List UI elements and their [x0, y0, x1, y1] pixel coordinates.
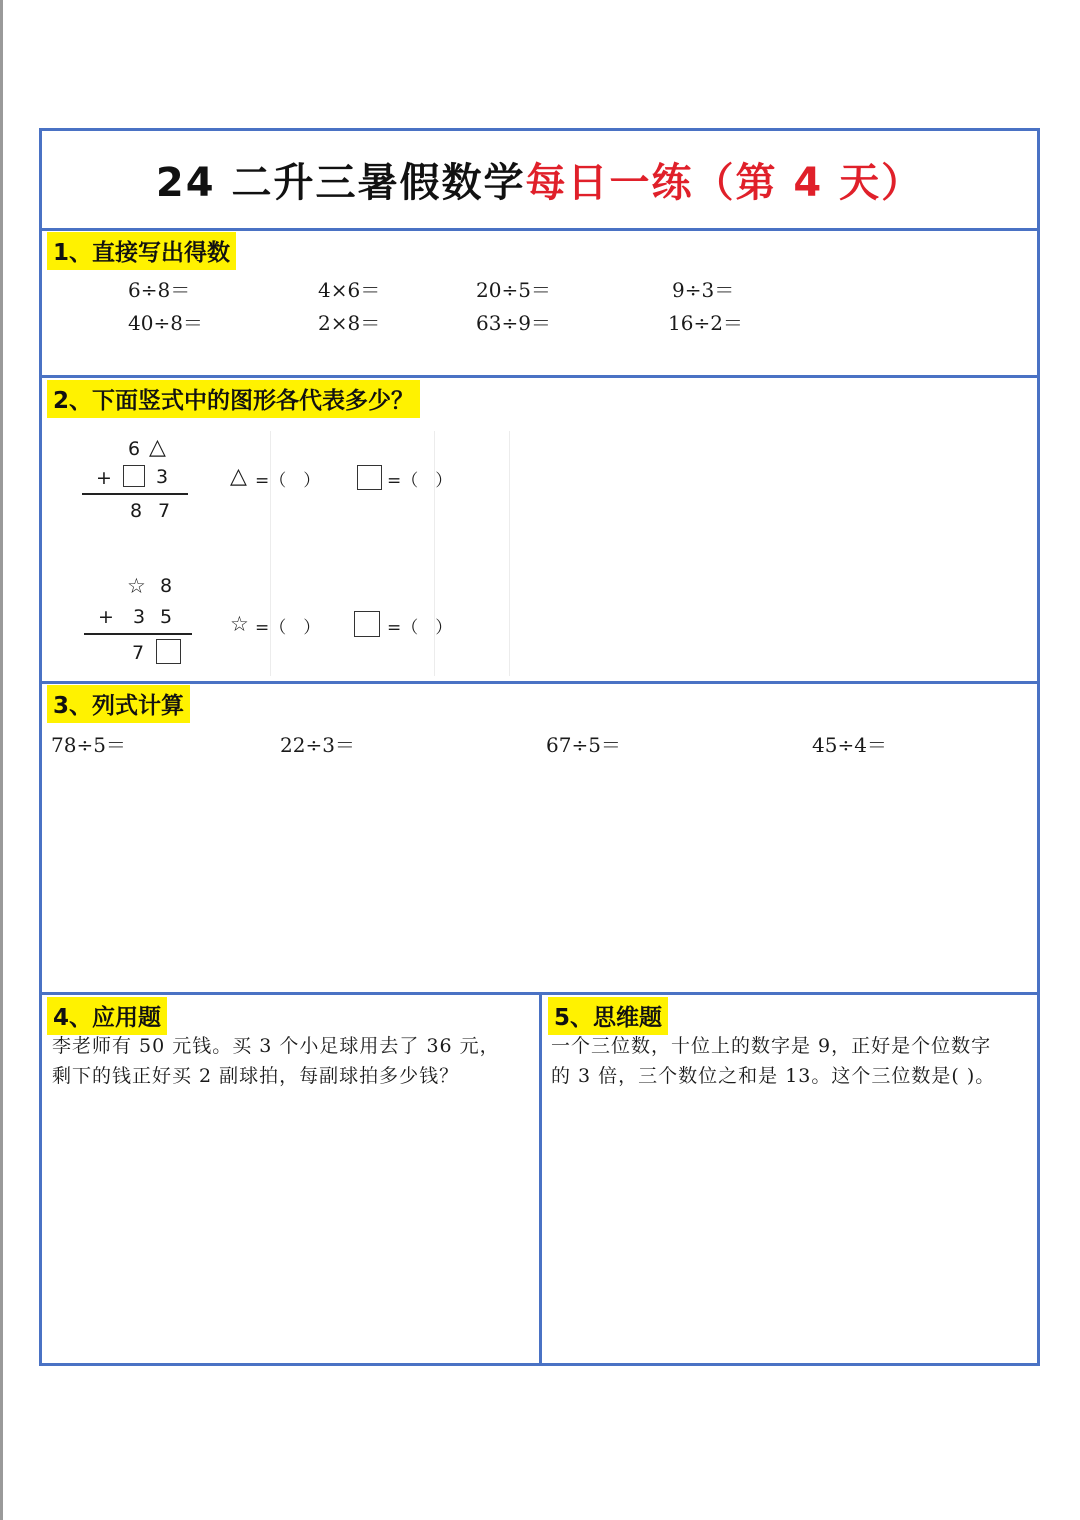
problem4-line2: 剩下的钱正好买 2 副球拍，每副球拍多少钱？ — [52, 1065, 460, 1087]
section2-heading: 2、下面竖式中的图形各代表多少？ — [47, 380, 420, 418]
vf1-rule — [82, 493, 188, 495]
vf2-mid-digit: 3 — [133, 606, 146, 628]
vf1-result-digit: 8 — [130, 500, 143, 522]
calc-item: 22÷3＝ — [280, 733, 355, 757]
divider-vertical — [539, 994, 542, 1363]
title-main: 24 二升三暑假数学 — [155, 160, 526, 206]
vf2-rule — [84, 633, 192, 635]
section1-heading: 1、直接写出得数 — [47, 232, 236, 270]
divider-title — [42, 228, 1037, 231]
divider-section2 — [42, 681, 1037, 684]
vf2-plus: + — [98, 606, 114, 628]
title-accent: 每日一练（第 4 天） — [525, 160, 924, 206]
calc-item: 40÷8＝ — [128, 311, 203, 335]
answer-blank: =（ ） — [387, 618, 453, 638]
divider-section1 — [42, 375, 1037, 378]
star-icon: ☆ — [127, 574, 146, 598]
vf1-mid-digit: 3 — [156, 466, 169, 488]
calc-item: 4×6＝ — [318, 278, 381, 302]
problem5-line1: 一个三位数，十位上的数字是 9，正好是个位数字 — [551, 1035, 992, 1057]
star-icon: ☆ — [230, 612, 249, 636]
vf1-top-digit: 6 — [128, 438, 141, 460]
triangle-icon: △ — [149, 435, 166, 460]
section3-heading: 3、列式计算 — [47, 685, 190, 723]
square-blank-icon — [123, 465, 145, 487]
vf2-top-digit: 8 — [160, 575, 173, 597]
worksheet-frame — [39, 128, 1040, 1366]
problem4-line1: 李老师有 50 元钱。买 3 个小足球用去了 36 元， — [52, 1035, 500, 1057]
calc-item: 45÷4＝ — [812, 733, 887, 757]
section5-heading: 5、思维题 — [548, 997, 668, 1035]
calc-item: 78÷5＝ — [51, 733, 126, 757]
answer-blank: =（ ） — [387, 471, 453, 491]
square-blank-icon — [357, 465, 382, 490]
calc-item: 20÷5＝ — [476, 278, 551, 302]
worksheet-title — [42, 131, 1037, 228]
calc-item: 6÷8＝ — [128, 278, 191, 302]
vf2-mid-digit: 5 — [160, 606, 173, 628]
problem5-line2: 的 3 倍，三个数位之和是 13。这个三位数是( )。 — [551, 1065, 996, 1087]
calc-item: 67÷5＝ — [546, 733, 621, 757]
calc-item: 63÷9＝ — [476, 311, 551, 335]
answer-blank: =（ ） — [255, 618, 321, 638]
square-blank-icon — [354, 611, 380, 637]
vf1-plus: + — [96, 467, 112, 489]
answer-blank: =（ ） — [255, 471, 321, 491]
vf1-result-digit: 7 — [158, 500, 171, 522]
calc-item: 9÷3＝ — [672, 278, 735, 302]
vf2-result-digit: 7 — [132, 642, 145, 664]
calc-item: 16÷2＝ — [668, 311, 743, 335]
scan-line — [509, 431, 510, 676]
square-blank-icon — [156, 639, 181, 664]
page-left-edge — [0, 0, 3, 1520]
triangle-icon: △ — [230, 464, 247, 489]
calc-item: 2×8＝ — [318, 311, 381, 335]
section4-heading: 4、应用题 — [47, 997, 167, 1035]
